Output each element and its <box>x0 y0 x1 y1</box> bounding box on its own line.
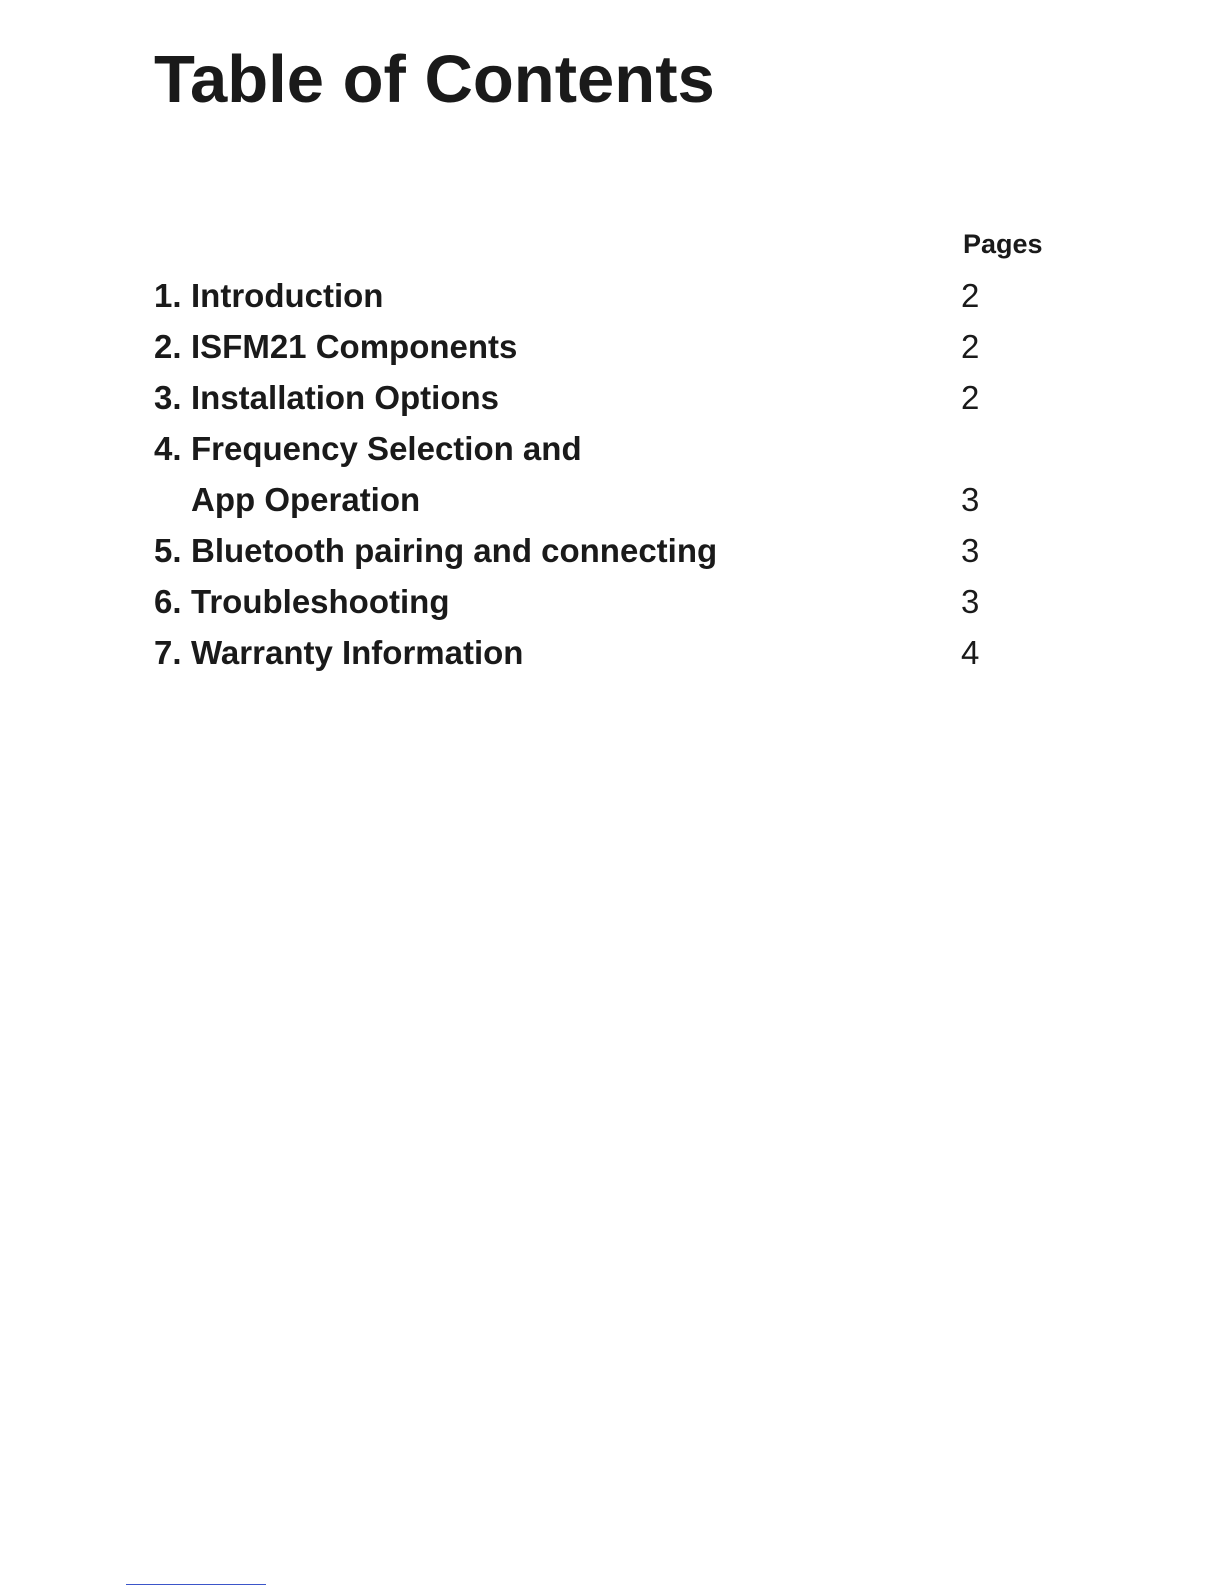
toc-entry-number: 3. <box>154 379 182 416</box>
toc-entry-troubleshooting[interactable] <box>154 582 1054 633</box>
toc-entry-title: Troubleshooting <box>191 583 450 620</box>
toc-entry-page: 3 <box>961 481 980 518</box>
toc-entry-title: App Operation <box>191 481 421 518</box>
toc-entry-page: 3 <box>961 532 980 569</box>
toc-entry-page: 3 <box>961 583 980 620</box>
toc-entry-introduction[interactable] <box>154 276 1054 327</box>
toc-entry-frequency-selection[interactable] <box>154 429 1054 480</box>
toc-entry-number: 6. <box>154 583 182 620</box>
toc-entry-app-operation[interactable] <box>154 480 1054 531</box>
toc-entry-title: Frequency Selection and <box>191 430 582 467</box>
toc-entry-number: 4. <box>154 430 182 467</box>
toc-entry-page: 2 <box>961 379 980 416</box>
toc-entry-title: Installation Options <box>191 379 500 416</box>
toc-entry-installation-options[interactable] <box>154 378 1054 429</box>
toc-entry-title: Bluetooth pairing and connecting <box>191 532 718 569</box>
toc-entry-title: ISFM21 Components <box>191 328 518 365</box>
page-title: Table of Contents <box>154 42 715 117</box>
toc-entry-number: 2. <box>154 328 182 365</box>
toc-entry-components[interactable] <box>154 327 1054 378</box>
toc-entry-title: Warranty Information <box>191 634 524 671</box>
toc-entry-title: Introduction <box>191 277 384 314</box>
toc-entry-number: 1. <box>154 277 182 314</box>
toc-entry-bluetooth[interactable] <box>154 531 1054 582</box>
toc-entry-number: 5. <box>154 532 182 569</box>
pages-column-header: Pages <box>963 229 1043 259</box>
toc-entry-page: 2 <box>961 277 980 314</box>
toc-entry-warranty[interactable] <box>154 633 1054 684</box>
toc-entry-page: 2 <box>961 328 980 365</box>
toc-entry-number: 7. <box>154 634 182 671</box>
toc-entry-page: 4 <box>961 634 980 671</box>
